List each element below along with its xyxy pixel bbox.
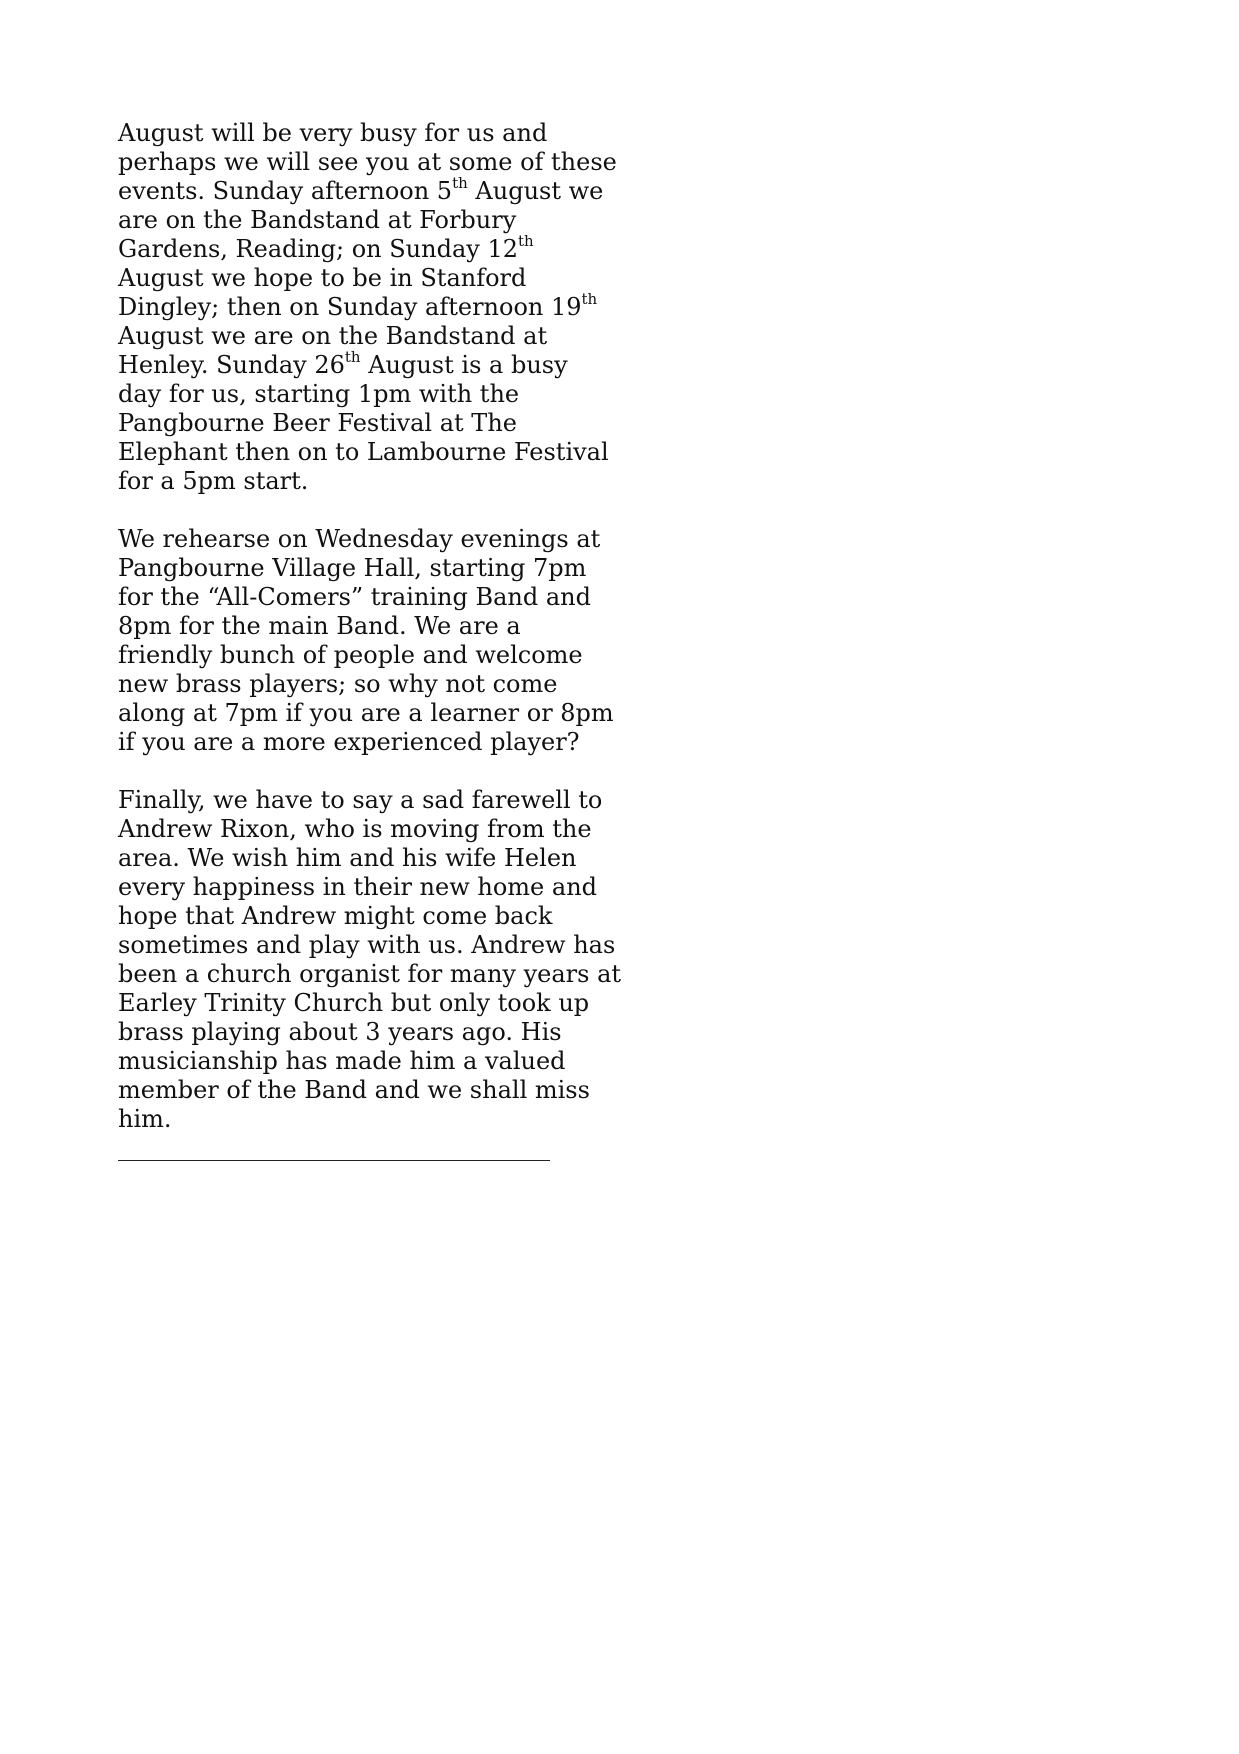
text-line: along at 7pm if you are a learner or 8pm (118, 699, 614, 727)
text-line: new brass players; so why not come (118, 670, 558, 698)
text-line: Pangbourne Village Hall, starting 7pm (118, 554, 587, 582)
article-text-column (118, 119, 622, 1161)
text-line: area. We wish him and his wife Helen (118, 844, 577, 872)
text-line: if you are a more experienced player? (118, 728, 580, 756)
text-line: August will be very busy for us and (118, 119, 548, 147)
text-run: Gardens, Reading; on Sunday 12 (118, 235, 518, 263)
ordinal-suffix: th (518, 232, 534, 250)
text-line: Finally, we have to say a sad farewell to (118, 786, 603, 814)
text-run: events. Sunday afternoon 5 (118, 177, 453, 205)
text-run: Henley. Sunday 26 (118, 351, 345, 379)
text-line (118, 348, 588, 380)
text-line: been a church organist for many years at (118, 960, 622, 988)
text-line: day for us, starting 1pm with the (118, 380, 520, 408)
text-line: him. (118, 1105, 172, 1133)
text-run: August is a busy (360, 351, 568, 379)
text-line: We rehearse on Wednesday evenings at (118, 525, 601, 553)
text-line: hope that Andrew might come back (118, 902, 553, 930)
text-line: Andrew Rixon, who is moving from the (118, 815, 592, 843)
text-run: August we (467, 177, 604, 205)
text-line: sometimes and play with us. Andrew has (118, 931, 616, 959)
text-line (118, 174, 604, 206)
text-line: brass playing about 3 years ago. His (118, 1018, 562, 1046)
text-line: perhaps we will see you at some of these (118, 148, 617, 176)
article-paragraph-1 (118, 119, 617, 496)
section-divider-line (118, 1160, 550, 1161)
ordinal-suffix: th (452, 174, 468, 192)
text-run: Dingley; then on Sunday afternoon 19 (118, 293, 582, 321)
text-line: Elephant then on to Lambourne Festival (118, 438, 609, 466)
article-paragraph-3 (118, 786, 622, 1134)
article-paragraph-2 (118, 525, 614, 757)
text-line: every happiness in their new home and (118, 873, 598, 901)
ordinal-suffix: th (344, 348, 361, 366)
text-line: friendly bunch of people and welcome (118, 641, 583, 669)
text-line: for a 5pm start. (118, 467, 309, 495)
text-line: Pangbourne Beer Festival at The (118, 409, 517, 437)
text-line: Earley Trinity Church but only took up (118, 989, 590, 1017)
text-line: musicianship has made him a valued (118, 1047, 566, 1075)
text-line: member of the Band and we shall miss (118, 1076, 590, 1104)
text-line: 8pm for the main Band. We are a (118, 612, 521, 640)
text-line (118, 290, 598, 322)
text-line (118, 232, 588, 264)
ordinal-suffix: th (581, 290, 598, 308)
text-line: August we hope to be in Stanford (118, 264, 527, 292)
text-line: August we are on the Bandstand at (118, 322, 548, 350)
text-line: are on the Bandstand at Forbury (118, 206, 517, 234)
text-line: for the “All-Comers” training Band and (118, 583, 592, 611)
